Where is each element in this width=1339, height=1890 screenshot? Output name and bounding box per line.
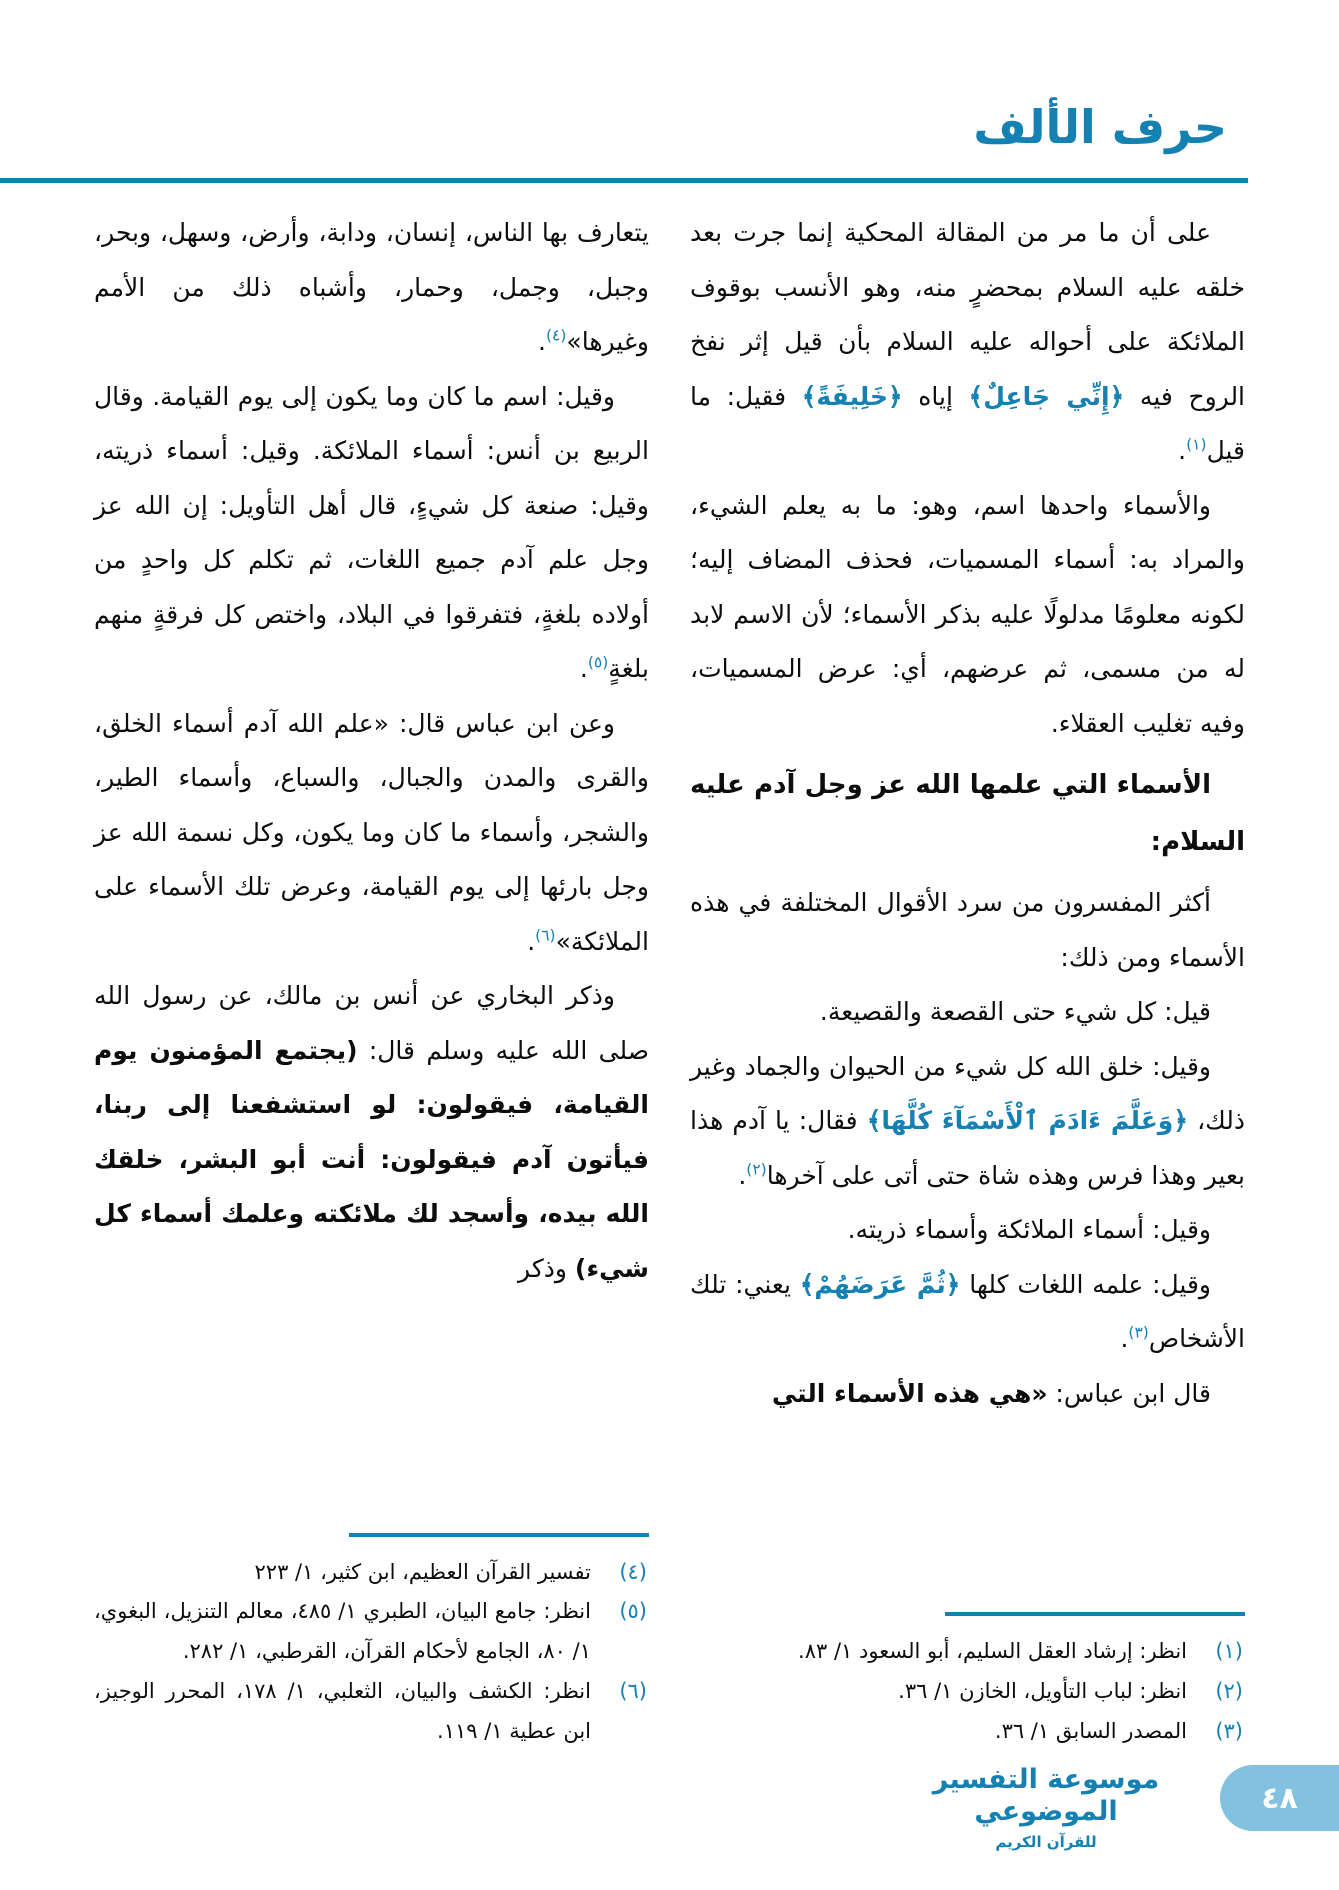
footnote — [690, 1632, 1245, 1672]
paragraph — [690, 479, 1245, 752]
footnote-ref: (٣) — [1128, 1324, 1149, 1343]
footnote — [690, 1672, 1245, 1712]
quran-quote: ﴿وَعَلَّمَ ءَادَمَ ٱلْأَسْمَآءَ كُلَّهَا﴾ — [866, 1106, 1188, 1136]
quran-quote: ﴿ثُمَّ عَرَضَهُمْ﴾ — [799, 1269, 961, 1299]
footnote-text: انظر: جامع البيان، الطبري ١/ ٤٨٥، معالم التنزيل، البغوي، ١/ ٨٠، الجامع لأحكام القرآن، القرطبي، ١/ ٢٨٢. — [94, 1599, 591, 1664]
body-text: . — [579, 654, 588, 683]
footnote-divider — [349, 1533, 649, 1537]
paragraph — [690, 1258, 1245, 1367]
body-text: يتعارف بها الناس، إنسان، ودابة، وأرض، وسهل، وبحر، وجبل، وجمل، وحمار، وأشباه ذلك من الأمم وغيرها» — [94, 218, 649, 356]
paragraph — [690, 1367, 1245, 1422]
bold-text: «هي هذه الأسماء التي — [771, 1378, 1048, 1408]
body-text: إياه — [902, 381, 969, 411]
body-text: . — [1178, 436, 1187, 465]
page-number: ٤٨ — [1261, 1780, 1298, 1816]
paragraph — [94, 370, 649, 697]
footnote — [690, 1712, 1245, 1752]
column-left — [94, 206, 649, 1752]
body-text: وقيل: أسماء الملائكة وأسماء ذريته. — [847, 1215, 1211, 1245]
footnote-number: (١) — [1215, 1639, 1243, 1664]
body-text: . — [538, 327, 546, 356]
paragraph — [94, 697, 649, 970]
footnote-number: (٥) — [619, 1599, 647, 1624]
bold-text: (يجتمع المؤمنون يوم القيامة، فيقولون: لو استشفعنا إلى ربنا، فيأتون آدم فيقولون: أنت أبو البشر، خلقك الله بيده، وأسجد لك ملائكته وعلمك أسماء كل شيء) — [94, 1035, 649, 1283]
body-text: وقيل: علمه اللغات كلها — [960, 1269, 1211, 1299]
footnote-text: انظر: لباب التأويل، الخازن ١/ ٣٦. — [898, 1679, 1187, 1704]
footnote-text: تفسير القرآن العظيم، ابن كثير، ١/ ٢٢٣ — [254, 1559, 591, 1584]
footnote-number: (٦) — [619, 1679, 647, 1704]
body-text: فقيل: ما قيل — [690, 381, 1245, 465]
section-heading — [690, 757, 1245, 870]
footnote-number: (٢) — [1215, 1679, 1243, 1704]
body-text: الأسماء التي علمها الله عز وجل آدم عليه السلام: — [690, 770, 1245, 857]
quran-quote: ﴿خَلِيفَةً﴾ — [801, 381, 903, 411]
footnote-ref: (١) — [1186, 435, 1207, 454]
footnote-number: (٤) — [619, 1559, 647, 1584]
footnotes-right — [690, 1612, 1245, 1752]
footnote — [94, 1592, 649, 1672]
page-number-badge — [1220, 1765, 1339, 1831]
paragraph — [94, 206, 649, 370]
publisher-logo — [928, 1764, 1164, 1851]
paragraph — [690, 1203, 1245, 1258]
paragraph — [690, 206, 1245, 479]
header-rule — [0, 178, 1248, 183]
footnote-text: انظر: إرشاد العقل السليم، أبو السعود ١/ ٨٣. — [798, 1639, 1187, 1664]
page-title: حرف الألف — [973, 100, 1227, 154]
footnote-text: المصدر السابق ١/ ٣٦. — [994, 1719, 1187, 1744]
text-columns — [94, 206, 1245, 1752]
footnote-ref: (٦) — [535, 926, 556, 945]
body-text: . — [527, 926, 536, 956]
footnote-number: (٣) — [1215, 1719, 1243, 1744]
paragraph — [94, 969, 649, 1296]
publisher-logo-title: موسوعة التفسير الموضوعي — [932, 1764, 1160, 1828]
footnote-text: انظر: الكشف والبيان، الثعلبي، ١/ ١٧٨، المحرر الوجيز، ابن عطية ١/ ١١٩. — [94, 1679, 591, 1744]
body-text: قال ابن عباس: — [1047, 1378, 1211, 1408]
body-text: . — [738, 1160, 747, 1190]
footnote-ref: (٢) — [746, 1160, 767, 1179]
footnote — [94, 1672, 649, 1752]
paragraph — [690, 1040, 1245, 1204]
body-text: يعني: تلك الأشخاص — [690, 1269, 1245, 1354]
footnote-ref: (٤) — [545, 326, 567, 345]
footnote — [94, 1553, 649, 1593]
body-text: على أن ما مر من المقالة المحكية إنما جرت بعد خلقه عليه السلام بمحضرٍ منه، وهو الأنسب بوقوف الملائكة على أحواله عليه السلام بأن قيل إثر نفخ الروح فيه — [690, 218, 1246, 411]
body-text: وقيل: خلق الله كل شيء من الحيوان والجماد وغير ذلك، — [690, 1051, 1245, 1136]
paragraph — [690, 985, 1245, 1040]
body-text: فقال: يا آدم هذا بعير وهذا فرس وهذه شاة حتى أتى على آخرها — [690, 1106, 1245, 1190]
quran-quote: ﴿إِنِّي جَاعِلٌ﴾ — [968, 381, 1125, 411]
footnotes-left — [94, 1533, 649, 1752]
footnote-ref: (٥) — [587, 653, 609, 672]
body-text: قيل: كل شيء حتى القصعة والقصيعة. — [819, 997, 1211, 1027]
publisher-logo-subtitle: للقرآن الكريم — [995, 1832, 1097, 1851]
body-text: . — [1120, 1324, 1129, 1354]
body-text: والأسماء واحدها اسم، وهو: ما به يعلم الشيء، والمراد به: أسماء المسميات، فحذف المضاف إليه؛ لكونه معلومًا مدلولًا عليه بذكر الأسماء؛ لأن الاسم لابد له من مسمى، ثم عرضهم، أي: عرض المسميات، وفيه تغليب العقلاء. — [690, 490, 1245, 738]
column-right — [690, 206, 1245, 1752]
body-text: وذكر — [518, 1253, 575, 1283]
body-text: وعن ابن عباس قال: «علم الله آدم أسماء الخلق، والقرى والمدن والجبال، والسباع، وأسماء الطير، والشجر، وأسماء ما كان وما يكون، وكل نسمة الله عز وجل بارئها إلى يوم القيامة، وعرض تلك الأسماء على الملائكة» — [94, 708, 649, 956]
footnote-divider — [945, 1612, 1245, 1616]
paragraph — [690, 876, 1245, 985]
body-text: وقيل: اسم ما كان وما يكون إلى يوم القيامة. وقال الربيع بن أنس: أسماء الملائكة. وقيل: أسماء ذريته، وقيل: صنعة كل شيءٍ، قال أهل التأويل: إن الله عز وجل علم آدم جميع اللغات، ثم تكلم كل واحدٍ من أولاده بلغةٍ، فتفرقوا في البلاد، واختص كل فرقةٍ منهم بلغةٍ — [94, 381, 649, 683]
body-text: أكثر المفسرون من سرد الأقوال المختلفة في هذه الأسماء ومن ذلك: — [690, 888, 1245, 972]
body-text: وذكر البخاري عن أنس بن مالك، عن رسول الله صلى الله عليه وسلم قال: — [94, 981, 649, 1065]
